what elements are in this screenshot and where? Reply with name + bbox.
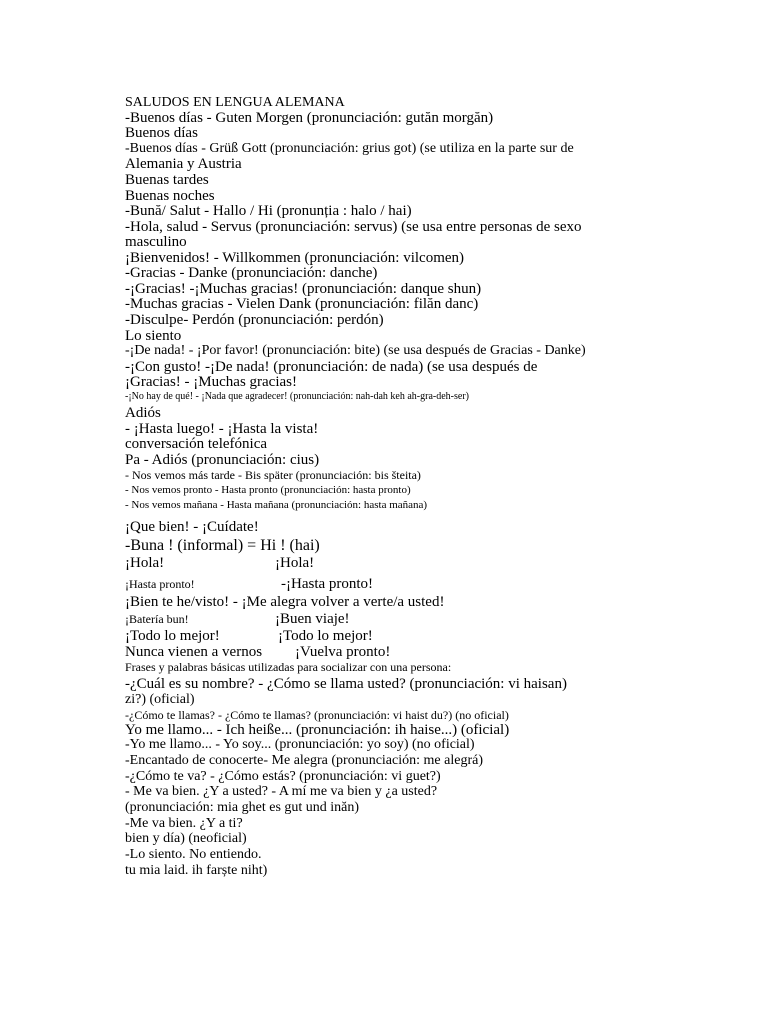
text-line: -¿Cómo te llamas? - ¿Cómo te llamas? (pronunciación: vi haist du?) (no oficial): [125, 708, 509, 722]
text-line: ¡Bienvenidos! - Willkommen (pronunciación: vilcomen): [125, 250, 465, 266]
text-line: -Gracias - Danke (pronunciación: danche): [125, 265, 378, 281]
left-phrase: ¡Batería bun!: [125, 612, 189, 626]
text-line: -¿Cuál es su nombre? - ¿Cómo se llama usted? (pronunciación: vi haisan): [125, 676, 567, 692]
text-line: Yo me llamo... - Ich heiße... (pronunciación: ih haise...) (oficial): [125, 722, 510, 738]
right-phrase: -¡Hasta pronto!: [281, 576, 374, 592]
text-line: Alemania y Austria: [125, 156, 242, 172]
text-line: [125, 555, 315, 571]
text-line: -Buenos días - Guten Morgen (pronunciación: gutăn morgăn): [125, 110, 494, 126]
right-phrase: ¡Todo lo mejor!: [278, 628, 373, 644]
text-line: -Buna ! (informal) = Hi ! (hai): [125, 537, 320, 554]
document-title: SALUDOS EN LENGUA ALEMANA: [125, 95, 345, 110]
text-line: -Disculpe- Perdón (pronunciación: perdón): [125, 312, 384, 328]
text-line: masculino: [125, 234, 187, 250]
text-line: -Buenos días - Grüß Gott (pronunciación: grius got) (se utiliza en la parte sur de: [125, 141, 574, 156]
text-line: [125, 644, 391, 660]
left-phrase: Nunca vienen a vernos: [125, 644, 263, 660]
text-line: zi?) (oficial): [125, 692, 195, 707]
right-phrase: ¡Vuelva pronto!: [295, 644, 391, 660]
text-line: -¿Cómo te va? - ¿Cómo estás? (pronunciación: vi guet?): [125, 769, 441, 784]
text-line: ¡Que bien! - ¡Cuídate!: [125, 519, 259, 535]
text-line: -Hola, salud - Servus (pronunciación: servus) (se usa entre personas de sexo: [125, 219, 582, 235]
text-line: Buenas noches: [125, 188, 215, 204]
text-line: Buenas tardes: [125, 172, 209, 188]
right-phrase: ¡Buen viaje!: [275, 611, 350, 627]
text-line: -Yo me llamo... - Yo soy... (pronunciación: yo soy) (no oficial): [125, 737, 475, 752]
text-line: -¡Gracias! -¡Muchas gracias! (pronunciación: danque shun): [125, 281, 482, 297]
text-line: bien y día) (neoficial): [125, 831, 247, 846]
left-phrase: ¡Hola!: [125, 555, 165, 571]
text-line: -¡No hay de qué! - ¡Nada que agradecer! (pronunciación: nah-dah keh ah-gra-deh-ser): [125, 391, 469, 402]
text-line: - Nos vemos mañana - Hasta mañana (pronunciación: hasta mañana): [125, 499, 428, 511]
text-line: [125, 628, 373, 644]
text-line: tu mia laid. ih farște niht): [125, 863, 268, 878]
text-line: Buenos días: [125, 125, 198, 141]
text-line: -¡De nada! - ¡Por favor! (pronunciación: bite) (se usa después de Gracias - Danke): [125, 343, 586, 358]
right-phrase: ¡Hola!: [275, 555, 315, 571]
text-line: - ¡Hasta luego! - ¡Hasta la vista!: [125, 421, 319, 437]
text-line: - Me va bien. ¿Y a usted? - A mí me va bien y ¿a usted?: [125, 784, 438, 799]
text-line: Adiós: [125, 405, 161, 421]
text-line: -Muchas gracias - Vielen Dank (pronunciación: filăn danc): [125, 296, 479, 312]
left-phrase: ¡Todo lo mejor!: [125, 628, 220, 644]
text-line: -¡Con gusto! -¡De nada! (pronunciación: de nada) (se usa después de: [125, 359, 538, 375]
text-line: -Lo siento. No entiendo.: [125, 847, 262, 862]
text-line: ¡Bien te he/visto! - ¡Me alegra volver a verte/a usted!: [125, 594, 445, 610]
text-line: Frases y palabras básicas utilizadas para socializar con una persona:: [125, 660, 452, 674]
text-line: Pa - Adiós (pronunciación: cius): [125, 452, 320, 468]
text-line: [125, 611, 350, 627]
text-line: - Nos vemos más tarde - Bis später (pronunciación: bis šteita): [125, 468, 421, 482]
left-phrase: ¡Hasta pronto!: [125, 577, 195, 591]
text-line: Lo siento: [125, 328, 182, 344]
text-line: -Encantado de conocerte- Me alegra (pronunciación: me alegrá): [125, 753, 483, 768]
text-line: [125, 576, 374, 592]
text-line: -Me va bien. ¿Y a ti?: [125, 816, 243, 831]
text-line: conversación telefónica: [125, 436, 268, 452]
text-line: (pronunciación: mia ghet es gut und inăn): [125, 800, 360, 815]
text-line: - Nos vemos pronto - Hasta pronto (pronunciación: hasta pronto): [125, 484, 411, 496]
text-line: ¡Gracias! - ¡Muchas gracias!: [125, 374, 297, 390]
text-line: -Bună/ Salut - Hallo / Hi (pronunția : halo / hai): [125, 203, 412, 219]
